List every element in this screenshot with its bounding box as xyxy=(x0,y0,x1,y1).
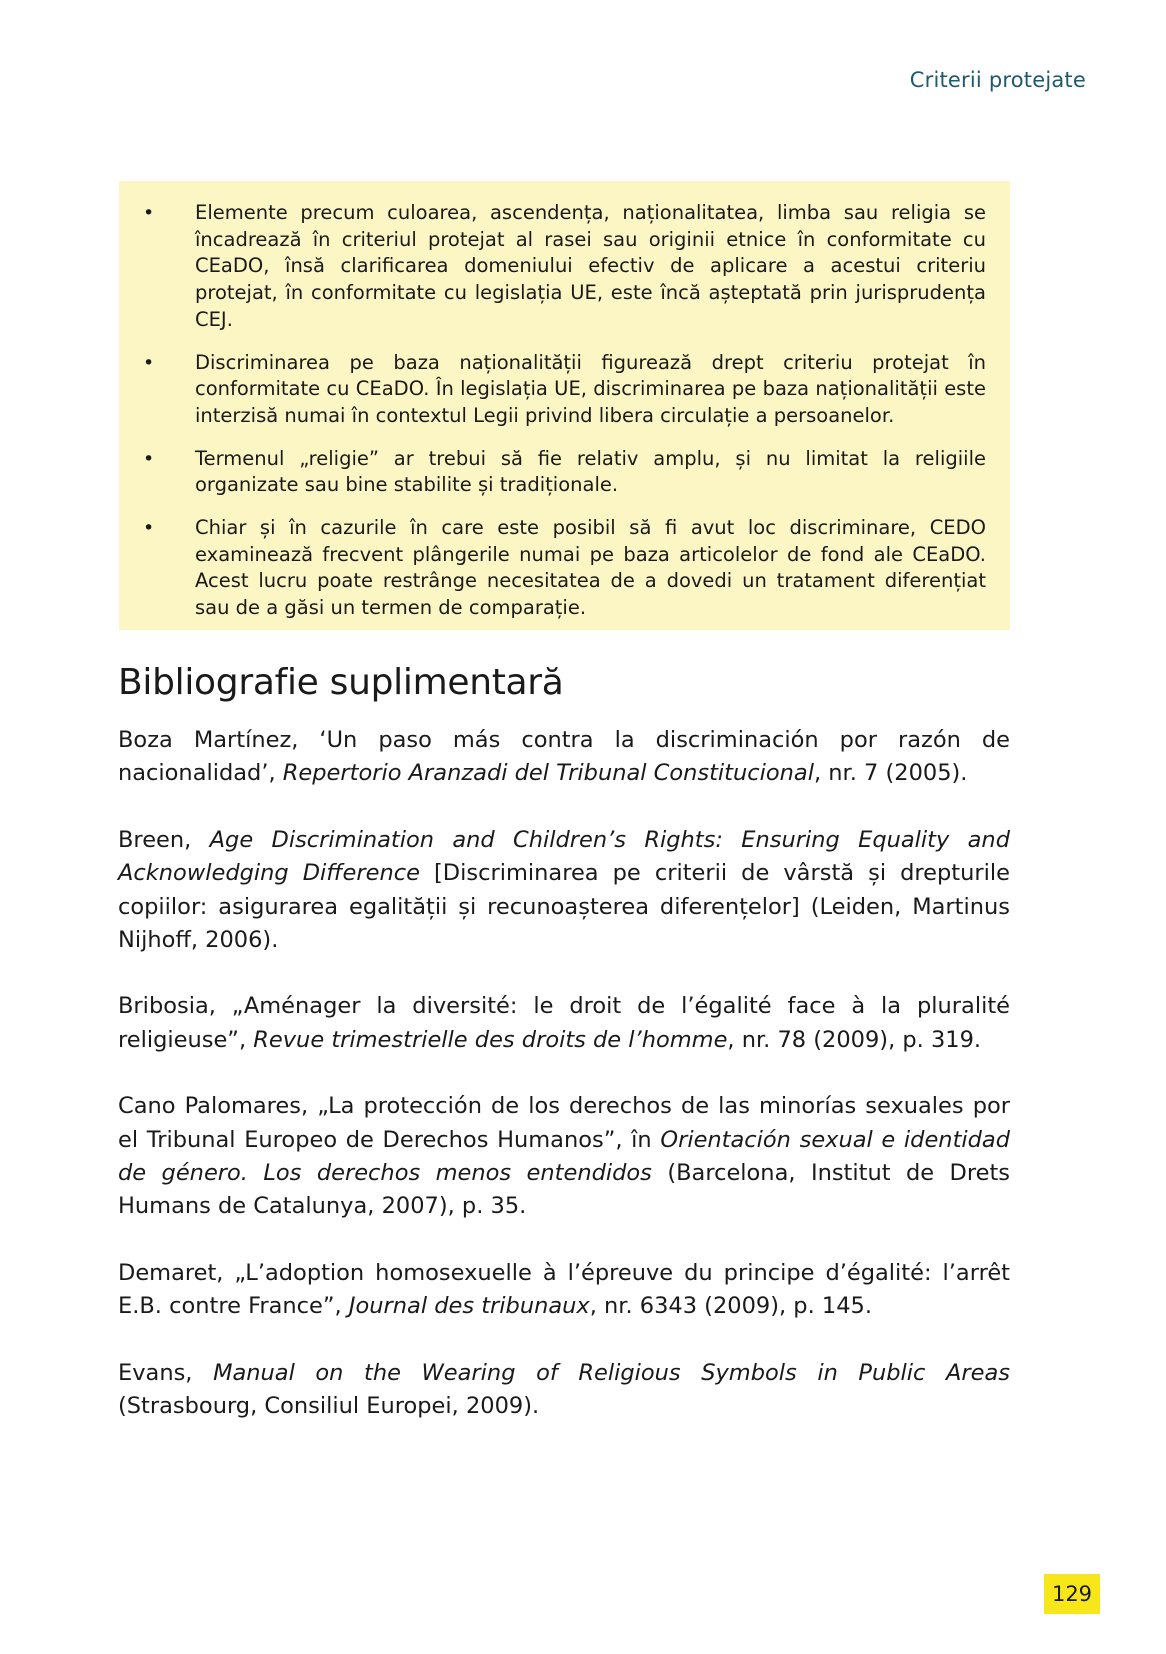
entry-text: Demaret, „L’adoption homosexuelle à l’épreuve du principe d’égalité: l’arrêt E.B. contre France”, xyxy=(118,1259,1010,1320)
section-title: Bibliografie suplimentară xyxy=(118,662,564,703)
key-point-item xyxy=(143,200,986,334)
entry-title: Age Discrimination and Children’s Rights: Ensuring Equality and Acknowledging Difference xyxy=(118,826,1010,887)
key-point-text: Chiar și în cazurile în care este posibil să fi avut loc discriminare, CEDO examinează frecvent plângerile numai pe baza articolelor de fond ale CEaDO. Acest lucru poate restrânge necesitatea de a dovedi un tratament diferențiat sau de a găsi un termen de comparație. xyxy=(195,516,986,620)
entry-details: (Barcelona, Institut de Drets Humans de Catalunya, 2007), p. 35. xyxy=(118,1160,1010,1220)
bullet-icon: • xyxy=(143,202,155,224)
entry-title: Journal des tribunaux xyxy=(348,1293,590,1320)
key-point-item xyxy=(143,446,986,499)
key-point-text: Termenul „religie” ar trebui să fie relativ amplu, și nu limitat la religiile organizate sau bine stabilite și tradiționale. xyxy=(195,446,986,497)
key-point-text: Discriminarea pe baza naționalității figurează drept criteriu protejat în conformitate cu CEaDO. În legislația UE, discriminarea pe baza naționalității este interzisă numai în contextul Legii privind libera circulație a persoanelor. xyxy=(195,350,986,427)
entry-details: , nr. 7 (2005). xyxy=(813,760,968,787)
entry-title: Revue trimestrielle des droits de l’homme xyxy=(253,1026,728,1053)
bullet-icon: • xyxy=(143,447,155,470)
entry-details: (Strasbourg, Consiliul Europei, 2009). xyxy=(118,1393,540,1420)
entry-text: Cano Palomares, „La protección de los derechos de las minorías sexuales por el Tribunal Europeo de Derechos Humanos”, în xyxy=(118,1093,1010,1153)
entry-title: Repertorio Aranzadi del Tribunal Constitucional xyxy=(282,760,814,787)
bibliography-entry xyxy=(118,724,1010,791)
entry-details: [Discriminarea pe criterii de vârstă și drepturile copiilor: asigurarea egalității și recunoașterea diferențelor] (Leiden, Martinus Nijhoff, 2006). xyxy=(118,860,1010,954)
key-point-item xyxy=(143,515,986,622)
bibliography-entry xyxy=(118,824,1010,958)
entry-text: Bribosia, „Aménager la diversité: le droit de l’égalité face à la pluralité religieuse”, xyxy=(118,993,1010,1053)
bullet-icon: • xyxy=(143,517,155,540)
entry-text: Breen, xyxy=(118,826,210,853)
entry-title: Manual on the Wearing of Religious Symbols in Public Areas xyxy=(213,1359,1011,1386)
entry-title: Orientación sexual e identidad de género. Los derechos menos entendidos xyxy=(118,1126,1010,1187)
entry-text: Evans, xyxy=(118,1359,214,1386)
bibliography-entry xyxy=(118,1257,1010,1324)
key-points-box xyxy=(119,181,1010,630)
bullet-icon: • xyxy=(143,351,155,374)
bibliography-entry xyxy=(118,1357,1010,1424)
entry-text: Boza Martínez, ‘Un paso más contra la discriminación por razón de nacionalidad’, xyxy=(118,727,1010,787)
bibliography-entry xyxy=(118,990,1010,1057)
bibliography-entry xyxy=(118,1090,1010,1224)
page-number: 129 xyxy=(1044,1574,1100,1614)
key-point-text: Elemente precum culoarea, ascendența, naționalitatea, limba sau religia se încadrează în criteriul protejat al rasei sau originii etnice în conformitate cu CEaDO, însă clarificarea domeniului efectiv de aplicare a acestui criteriu protejat, în conformitate cu legislația UE, este încă așteptată prin jurisprudența CEJ. xyxy=(195,201,986,331)
entry-details: , nr. 78 (2009), p. 319. xyxy=(727,1026,982,1053)
bibliography-list xyxy=(118,724,1010,1457)
key-point-item xyxy=(143,350,986,430)
key-points-list xyxy=(143,200,986,622)
running-header: Criterii protejate xyxy=(909,68,1086,92)
entry-details: , nr. 6343 (2009), p. 145. xyxy=(589,1293,872,1320)
